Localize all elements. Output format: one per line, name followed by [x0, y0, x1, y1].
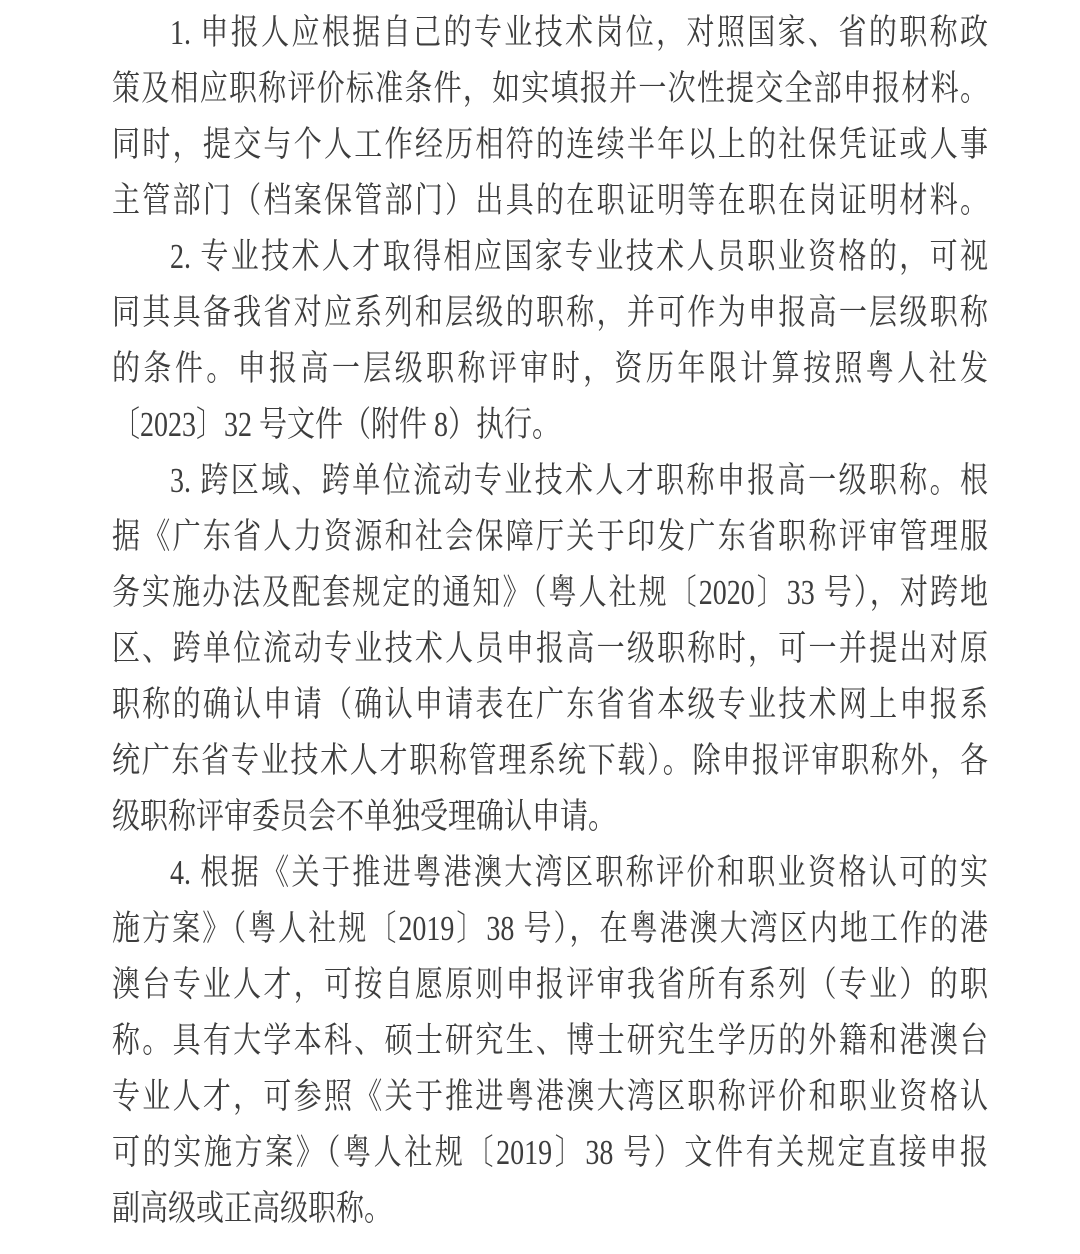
paragraph-2 — [112, 230, 988, 454]
text-line: 区、跨单位流动专业技术人员申报高一级职称时，可一并提出对原 — [112, 630, 988, 669]
text-line: 称。具有大学本科、硕士研究生、博士研究生学历的外籍和港澳台 — [112, 1022, 988, 1061]
text-line: 务实施办法及配套规定的通知》（粤人社规〔2020〕33 号），对跨地 — [112, 574, 988, 613]
text-line: 的条件。申报高一层级职称评审时，资历年限计算按照粤人社发 — [112, 350, 988, 389]
text-line: 职称的确认申请（确认申请表在广东省省本级专业技术网上申报系 — [112, 686, 988, 725]
text-line: 澳台专业人才，可按自愿原则申报评审我省所有系列（专业）的职 — [112, 966, 988, 1005]
text-line: 主管部门（档案保管部门）出具的在职证明等在职在岗证明材料。 — [112, 182, 988, 221]
paragraph-1 — [112, 6, 988, 230]
text-line: 同其具备我省对应系列和层级的职称，并可作为申报高一层级职称 — [112, 294, 988, 333]
paragraph-3 — [112, 454, 988, 846]
text-line: 统广东省专业技术人才职称管理系统下载）。除申报评审职称外，各 — [112, 742, 988, 781]
text-line: 施方案》（粤人社规〔2019〕38 号），在粤港澳大湾区内地工作的港 — [112, 910, 988, 949]
paragraph-4 — [112, 846, 988, 1238]
text-line: 可的实施方案》（粤人社规〔2019〕38 号）文件有关规定直接申报 — [112, 1134, 988, 1173]
text-line: 专业人才，可参照《关于推进粤港澳大湾区职称评价和职业资格认 — [112, 1078, 988, 1117]
text-line: 据《广东省人力资源和社会保障厅关于印发广东省职称评审管理服 — [112, 518, 988, 557]
text-column — [112, 6, 988, 1238]
text-line: 副高级或正高级职称。 — [112, 1190, 393, 1229]
text-line: 策及相应职称评价标准条件，如实填报并一次性提交全部申报材料。 — [112, 70, 988, 109]
text-line: 2. 专业技术人才取得相应国家专业技术人员职业资格的，可视 — [170, 238, 988, 277]
text-line: 1. 申报人应根据自己的专业技术岗位，对照国家、省的职称政 — [170, 14, 988, 53]
text-line: 〔2023〕32 号文件（附件 8）执行。 — [112, 406, 561, 445]
text-line: 4. 根据《关于推进粤港澳大湾区职称评价和职业资格认可的实 — [170, 854, 988, 893]
text-line: 3. 跨区域、跨单位流动专业技术人才职称申报高一级职称。根 — [170, 462, 988, 501]
text-line: 级职称评审委员会不单独受理确认申请。 — [112, 798, 617, 837]
text-line: 同时，提交与个人工作经历相符的连续半年以上的社保凭证或人事 — [112, 126, 988, 165]
